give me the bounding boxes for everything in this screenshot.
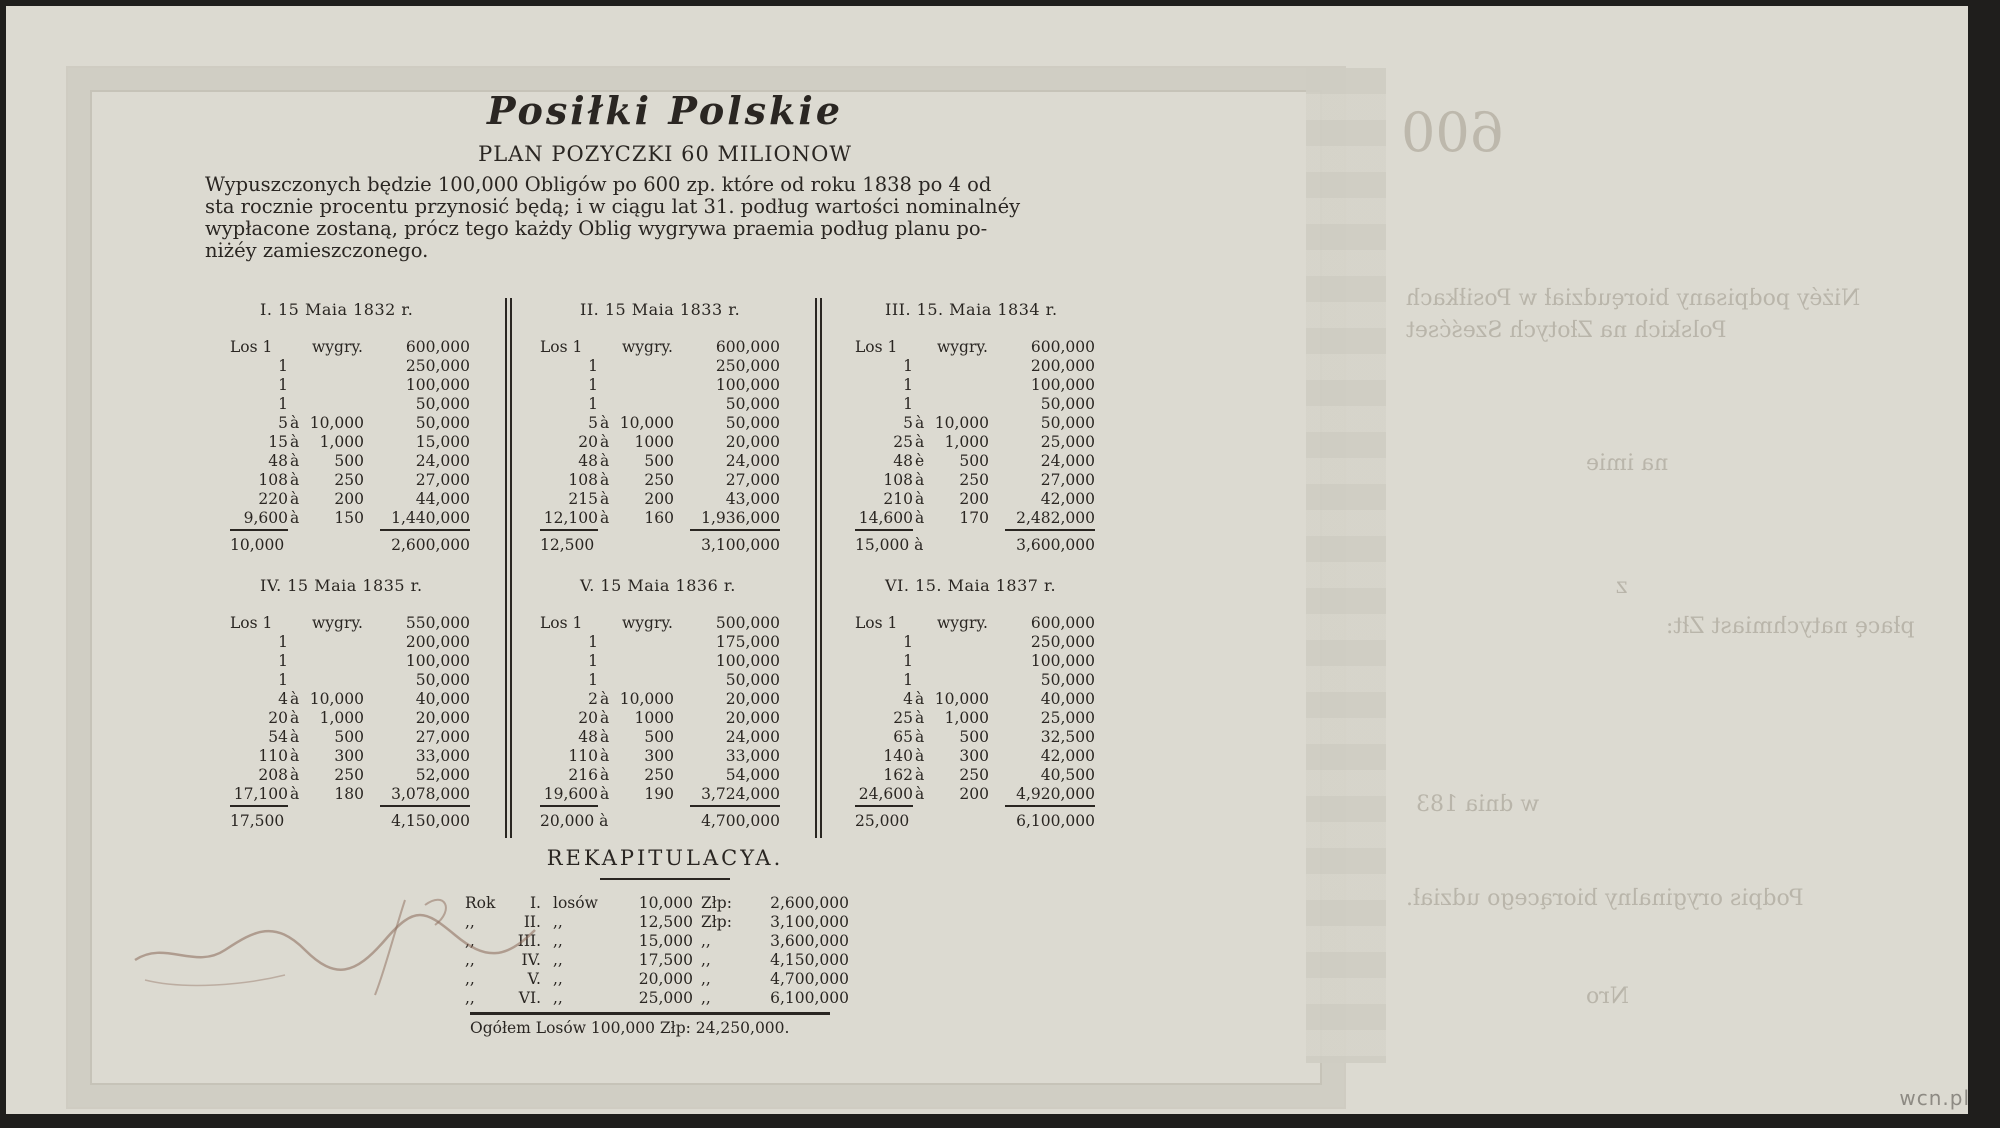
recap-sum: 3,600,000: [770, 932, 849, 950]
draw-a: à: [915, 690, 925, 708]
draw-amount: 27,000: [725, 471, 780, 489]
recap-year: V.: [527, 970, 541, 988]
column-divider-right: [815, 298, 822, 838]
draw-prize: 1000: [634, 709, 674, 727]
draw-count: 48: [578, 728, 598, 746]
draw-a: à: [600, 709, 610, 727]
draw-amount: 33,000: [415, 747, 470, 765]
draw-prize: 300: [959, 747, 989, 765]
draw-amount: 50,000: [1040, 671, 1095, 689]
draw-prize: 500: [334, 728, 364, 746]
recap-losow: ,,: [553, 951, 563, 969]
draw-a: à: [600, 785, 610, 803]
draw-a: à: [915, 747, 925, 765]
document-title: Posiłki Polskie: [486, 88, 843, 133]
draw-count: 4: [903, 690, 913, 708]
draw-a: à: [290, 785, 300, 803]
draw-amount: 24,000: [415, 452, 470, 470]
draw-heading: II. 15 Maia 1833 r.: [580, 300, 741, 319]
draw-amount: 100,000: [1030, 652, 1095, 670]
draw-block-4: [230, 576, 470, 846]
draw-a: à: [290, 414, 300, 432]
draw-amount: 54,000: [725, 766, 780, 784]
draw-prize: 300: [334, 747, 364, 765]
recap-count: 17,500: [638, 951, 693, 969]
draw-a: à: [915, 766, 925, 784]
draw-prize: 1,000: [319, 433, 364, 451]
draw-a: à: [915, 414, 925, 432]
draw-count: 54: [268, 728, 288, 746]
draw-total-losy: 25,000: [855, 812, 910, 830]
draw-count: 108: [568, 471, 598, 489]
draw-amount: 40,500: [1040, 766, 1095, 784]
draw-amount: 42,000: [1040, 490, 1095, 508]
draw-count: 108: [258, 471, 288, 489]
draw-prize: wygry.: [622, 338, 673, 356]
count-underline: [855, 805, 913, 807]
draw-a: à: [290, 490, 300, 508]
draw-amount: 1,440,000: [391, 509, 470, 527]
draw-a: à: [600, 728, 610, 746]
draw-prize: 250: [959, 766, 989, 784]
recap-losow: losów: [553, 894, 598, 912]
draw-a: à: [290, 690, 300, 708]
draw-prize: wygry.: [312, 614, 363, 632]
draw-count: 1: [588, 633, 598, 651]
draw-prize: 500: [644, 728, 674, 746]
draw-amount: 3,724,000: [701, 785, 780, 803]
sum-underline: [690, 805, 780, 807]
watermark: wcn.pl: [1899, 1086, 1970, 1110]
count-underline: [230, 529, 288, 531]
draw-prize: 150: [334, 509, 364, 527]
draw-amount: 40,000: [415, 690, 470, 708]
recap-zlp: ,,: [701, 970, 711, 988]
draw-amount: 100,000: [405, 376, 470, 394]
draw-count: 1: [903, 652, 913, 670]
draw-amount: 50,000: [725, 414, 780, 432]
draw-count: 1: [903, 357, 913, 375]
draw-count: Los 1: [230, 614, 273, 632]
draw-amount: 15,000: [415, 433, 470, 451]
draw-count: 17,100: [233, 785, 288, 803]
draw-count: 48: [578, 452, 598, 470]
draw-count: 2: [588, 690, 598, 708]
draw-total-losy: 20,000 à: [540, 812, 609, 830]
draw-amount: 50,000: [725, 395, 780, 413]
recap-total-rule: [470, 1012, 830, 1015]
column-divider-left: [505, 298, 512, 838]
draw-count: 215: [568, 490, 598, 508]
draw-prize: 200: [959, 490, 989, 508]
draw-count: 1: [278, 671, 288, 689]
draw-total-sum: 6,100,000: [1016, 812, 1095, 830]
draw-prize: 1000: [634, 433, 674, 451]
recap-rok: ,,: [465, 913, 475, 931]
draw-amount: 100,000: [715, 376, 780, 394]
draw-block-3: [855, 300, 1095, 570]
stub-line-7: Podpis oryginalny biorącego udział.: [1406, 886, 1804, 911]
draw-amount: 50,000: [415, 671, 470, 689]
draw-prize: 180: [334, 785, 364, 803]
recap-sum: 4,700,000: [770, 970, 849, 988]
draw-amount: 1,936,000: [701, 509, 780, 527]
draw-total-sum: 4,700,000: [701, 812, 780, 830]
draw-prize: 300: [644, 747, 674, 765]
draw-prize: wygry.: [622, 614, 673, 632]
draw-amount: 200,000: [1030, 357, 1095, 375]
sum-underline: [380, 805, 470, 807]
draw-a: à: [600, 433, 610, 451]
draw-amount: 500,000: [715, 614, 780, 632]
draw-count: 20: [578, 709, 598, 727]
draw-a: à: [600, 509, 610, 527]
draw-prize: 200: [959, 785, 989, 803]
draw-amount: 24,000: [1040, 452, 1095, 470]
draw-amount: 50,000: [415, 395, 470, 413]
draw-a: à: [290, 728, 300, 746]
draw-total-losy: 17,500: [230, 812, 285, 830]
draw-amount: 25,000: [1040, 433, 1095, 451]
draw-amount: 550,000: [405, 614, 470, 632]
stub-line-3: na imie: [1586, 451, 1669, 476]
draw-prize: 10,000: [934, 414, 989, 432]
draw-count: 140: [883, 747, 913, 765]
draw-total-losy: 10,000: [230, 536, 285, 554]
draw-count: 1: [278, 633, 288, 651]
sum-underline: [380, 529, 470, 531]
draw-count: 1: [588, 671, 598, 689]
draw-prize: 10,000: [619, 414, 674, 432]
recap-zlp: ,,: [701, 951, 711, 969]
draw-count: 216: [568, 766, 598, 784]
draw-total-losy: 12,500: [540, 536, 595, 554]
draw-block-2: [540, 300, 780, 570]
draw-amount: 50,000: [725, 671, 780, 689]
draw-amount: 42,000: [1040, 747, 1095, 765]
draw-prize: 190: [644, 785, 674, 803]
draw-amount: 20,000: [725, 690, 780, 708]
draw-a: à: [290, 747, 300, 765]
recap-sum: 2,600,000: [770, 894, 849, 912]
draw-a: à: [915, 471, 925, 489]
draw-a: è: [915, 452, 925, 470]
draw-prize: 10,000: [309, 690, 364, 708]
draw-amount: 20,000: [415, 709, 470, 727]
draw-amount: 24,000: [725, 452, 780, 470]
recap-sum: 4,150,000: [770, 951, 849, 969]
count-underline: [540, 805, 598, 807]
draw-prize: 250: [959, 471, 989, 489]
draw-amount: 100,000: [715, 652, 780, 670]
draw-a: à: [915, 728, 925, 746]
draw-total-sum: 3,600,000: [1016, 536, 1095, 554]
draw-count: 110: [258, 747, 288, 765]
draw-amount: 43,000: [725, 490, 780, 508]
draw-amount: 250,000: [405, 357, 470, 375]
draw-amount: 50,000: [415, 414, 470, 432]
draw-count: 1: [903, 376, 913, 394]
draw-prize: wygry.: [312, 338, 363, 356]
draw-total-sum: 2,600,000: [391, 536, 470, 554]
recap-zlp: Złp:: [701, 913, 732, 931]
draw-amount: 600,000: [405, 338, 470, 356]
stub-line-6: w dnia 183: [1416, 792, 1540, 817]
draw-count: 1: [903, 395, 913, 413]
draw-a: à: [290, 471, 300, 489]
draw-count: 208: [258, 766, 288, 784]
draw-amount: 175,000: [715, 633, 780, 651]
draw-count: 220: [258, 490, 288, 508]
draw-a: à: [600, 414, 610, 432]
draw-heading: VI. 15. Maia 1837 r.: [885, 576, 1057, 595]
stub-line-5: płacę natychmiast Złt:: [1666, 614, 1915, 639]
draw-amount: 100,000: [405, 652, 470, 670]
draw-total-losy: 15,000 à: [855, 536, 924, 554]
draw-a: à: [915, 785, 925, 803]
sum-underline: [1005, 805, 1095, 807]
recap-rok: ,,: [465, 989, 475, 1007]
draw-count: 25: [893, 433, 913, 451]
draw-count: Los 1: [230, 338, 273, 356]
draw-a: à: [290, 766, 300, 784]
draw-count: 1: [278, 376, 288, 394]
draw-a: à: [290, 509, 300, 527]
draw-count: Los 1: [855, 614, 898, 632]
draw-a: à: [600, 747, 610, 765]
draw-count: 48: [268, 452, 288, 470]
draw-amount: 600,000: [1030, 614, 1095, 632]
draw-prize: 1,000: [944, 433, 989, 451]
draw-count: 1: [588, 376, 598, 394]
draw-block-5: [540, 576, 780, 846]
count-underline: [540, 529, 598, 531]
draw-total-sum: 4,150,000: [391, 812, 470, 830]
stub-line-4: z: [1616, 574, 1628, 599]
draw-count: 5: [278, 414, 288, 432]
draw-count: 20: [268, 709, 288, 727]
draw-count: Los 1: [540, 614, 583, 632]
recap-title-rule: [600, 878, 730, 880]
draw-count: 1: [903, 671, 913, 689]
recap-losow: ,,: [553, 989, 563, 1007]
recap-title: REKAPITULACYA.: [546, 846, 784, 870]
draw-count: 5: [588, 414, 598, 432]
draw-count: 1: [278, 357, 288, 375]
recap-rok: ,,: [465, 951, 475, 969]
draw-prize: 500: [959, 452, 989, 470]
intro-line-2: sta rocznie procentu przynosić będą; i w ciągu lat 31. podług wartości nominalnéy: [205, 195, 1021, 218]
draw-amount: 250,000: [1030, 633, 1095, 651]
draw-heading: III. 15. Maia 1834 r.: [885, 300, 1058, 319]
draw-amount: 40,000: [1040, 690, 1095, 708]
draw-amount: 600,000: [1030, 338, 1095, 356]
draw-total-sum: 3,100,000: [701, 536, 780, 554]
draw-amount: 27,000: [1040, 471, 1095, 489]
draw-amount: 52,000: [415, 766, 470, 784]
recap-total: Ogółem Losów 100,000 Złp: 24,250,000.: [470, 1019, 790, 1037]
draw-prize: wygry.: [937, 338, 988, 356]
draw-amount: 27,000: [415, 471, 470, 489]
draw-prize: 1,000: [319, 709, 364, 727]
recap-count: 25,000: [638, 989, 693, 1007]
recap-count: 15,000: [638, 932, 693, 950]
intro-line-1: Wypuszczonych będzie 100,000 Obligów po 600 zp. które od roku 1838 po 4 od: [205, 173, 992, 196]
intro-line-4: niżéy zamieszczonego.: [205, 239, 429, 262]
draw-prize: 500: [334, 452, 364, 470]
draw-prize: 500: [644, 452, 674, 470]
draw-amount: 100,000: [1030, 376, 1095, 394]
draw-amount: 24,000: [725, 728, 780, 746]
recap-sum: 3,100,000: [770, 913, 849, 931]
draw-a: à: [915, 709, 925, 727]
draw-count: 20: [578, 433, 598, 451]
draw-count: Los 1: [540, 338, 583, 356]
draw-prize: 250: [334, 766, 364, 784]
draw-heading: V. 15 Maia 1836 r.: [580, 576, 736, 595]
recap-count: 20,000: [638, 970, 693, 988]
recap-year: II.: [523, 913, 541, 931]
draw-prize: 10,000: [619, 690, 674, 708]
recap-count: 12,500: [638, 913, 693, 931]
draw-block-6: [855, 576, 1095, 846]
draw-count: Los 1: [855, 338, 898, 356]
document-subtitle: PLAN POZYCZKI 60 MILIONOW: [478, 142, 852, 166]
draw-a: à: [600, 490, 610, 508]
draw-count: 19,600: [543, 785, 598, 803]
draw-amount: 250,000: [715, 357, 780, 375]
stub-number-ghost: 600: [1401, 101, 1505, 164]
draw-a: à: [290, 433, 300, 451]
draw-count: 48: [893, 452, 913, 470]
count-underline: [855, 529, 913, 531]
draw-amount: 27,000: [415, 728, 470, 746]
draw-amount: 44,000: [415, 490, 470, 508]
draw-amount: 3,078,000: [391, 785, 470, 803]
recap-year: I.: [529, 894, 541, 912]
draw-count: 25: [893, 709, 913, 727]
draw-count: 1: [588, 357, 598, 375]
draw-count: 24,600: [858, 785, 913, 803]
draw-a: à: [915, 433, 925, 451]
draw-count: 1: [588, 395, 598, 413]
stub-line-1: Niżéy podpisany bioręudział w Posiłkach: [1406, 286, 1861, 311]
recap-zlp: ,,: [701, 932, 711, 950]
draw-prize: 200: [644, 490, 674, 508]
recap-losow: ,,: [553, 913, 563, 931]
recap-rok: Rok: [465, 894, 496, 912]
draw-heading: I. 15 Maia 1832 r.: [260, 300, 414, 319]
draw-amount: 4,920,000: [1016, 785, 1095, 803]
draw-heading: IV. 15 Maia 1835 r.: [260, 576, 423, 595]
recap-losow: ,,: [553, 932, 563, 950]
draw-prize: 160: [644, 509, 674, 527]
draw-a: à: [600, 471, 610, 489]
draw-a: à: [600, 766, 610, 784]
draw-amount: 2,482,000: [1016, 509, 1095, 527]
draw-amount: 20,000: [725, 433, 780, 451]
draw-count: 162: [883, 766, 913, 784]
handwritten-signature: [125, 880, 545, 1000]
recap-rok: ,,: [465, 932, 475, 950]
draw-count: 108: [883, 471, 913, 489]
draw-amount: 600,000: [715, 338, 780, 356]
recap-zlp: ,,: [701, 989, 711, 1007]
recap-year: VI.: [518, 989, 541, 1007]
draw-a: à: [290, 452, 300, 470]
draw-count: 110: [568, 747, 598, 765]
draw-prize: wygry.: [937, 614, 988, 632]
sum-underline: [1005, 529, 1095, 531]
recap-count: 10,000: [638, 894, 693, 912]
draw-amount: 33,000: [725, 747, 780, 765]
recap-losow: ,,: [553, 970, 563, 988]
count-underline: [230, 805, 288, 807]
draw-count: 1: [588, 652, 598, 670]
draw-count: 15: [268, 433, 288, 451]
draw-prize: 170: [959, 509, 989, 527]
intro-paragraph: [205, 174, 1115, 262]
draw-prize: 250: [644, 471, 674, 489]
draw-prize: 250: [644, 766, 674, 784]
intro-line-3: wypłacone zostaną, prócz tego każdy Oblig wygrywa praemia podług planu po-: [205, 217, 988, 240]
draw-prize: 250: [334, 471, 364, 489]
draw-a: à: [290, 709, 300, 727]
draw-count: 4: [278, 690, 288, 708]
draw-amount: 32,500: [1040, 728, 1095, 746]
draw-count: 1: [278, 395, 288, 413]
draw-amount: 200,000: [405, 633, 470, 651]
draw-a: à: [600, 452, 610, 470]
draw-a: à: [600, 690, 610, 708]
draw-count: 5: [903, 414, 913, 432]
draw-block-1: [230, 300, 470, 570]
draw-a: à: [915, 490, 925, 508]
draw-prize: 500: [959, 728, 989, 746]
recap-rok: ,,: [465, 970, 475, 988]
draw-count: 9,600: [243, 509, 288, 527]
draw-count: 1: [278, 652, 288, 670]
recap-year: IV.: [521, 951, 541, 969]
draw-count: 210: [883, 490, 913, 508]
draw-prize: 10,000: [934, 690, 989, 708]
draw-prize: 10,000: [309, 414, 364, 432]
stub-line-2: Polskich na Złotych Sześćset: [1406, 318, 1727, 343]
draw-amount: 25,000: [1040, 709, 1095, 727]
draw-amount: 20,000: [725, 709, 780, 727]
recap-sum: 6,100,000: [770, 989, 849, 1007]
draw-prize: 1,000: [944, 709, 989, 727]
draw-count: 65: [893, 728, 913, 746]
draw-count: 14,600: [858, 509, 913, 527]
recap-year: III.: [517, 932, 541, 950]
draw-a: à: [915, 509, 925, 527]
recap-zlp: Złp:: [701, 894, 732, 912]
draw-amount: 50,000: [1040, 414, 1095, 432]
draw-prize: 200: [334, 490, 364, 508]
draw-count: 1: [903, 633, 913, 651]
draw-count: 12,100: [543, 509, 598, 527]
stub-line-8: Nro: [1586, 984, 1630, 1009]
draw-amount: 50,000: [1040, 395, 1095, 413]
sum-underline: [690, 529, 780, 531]
